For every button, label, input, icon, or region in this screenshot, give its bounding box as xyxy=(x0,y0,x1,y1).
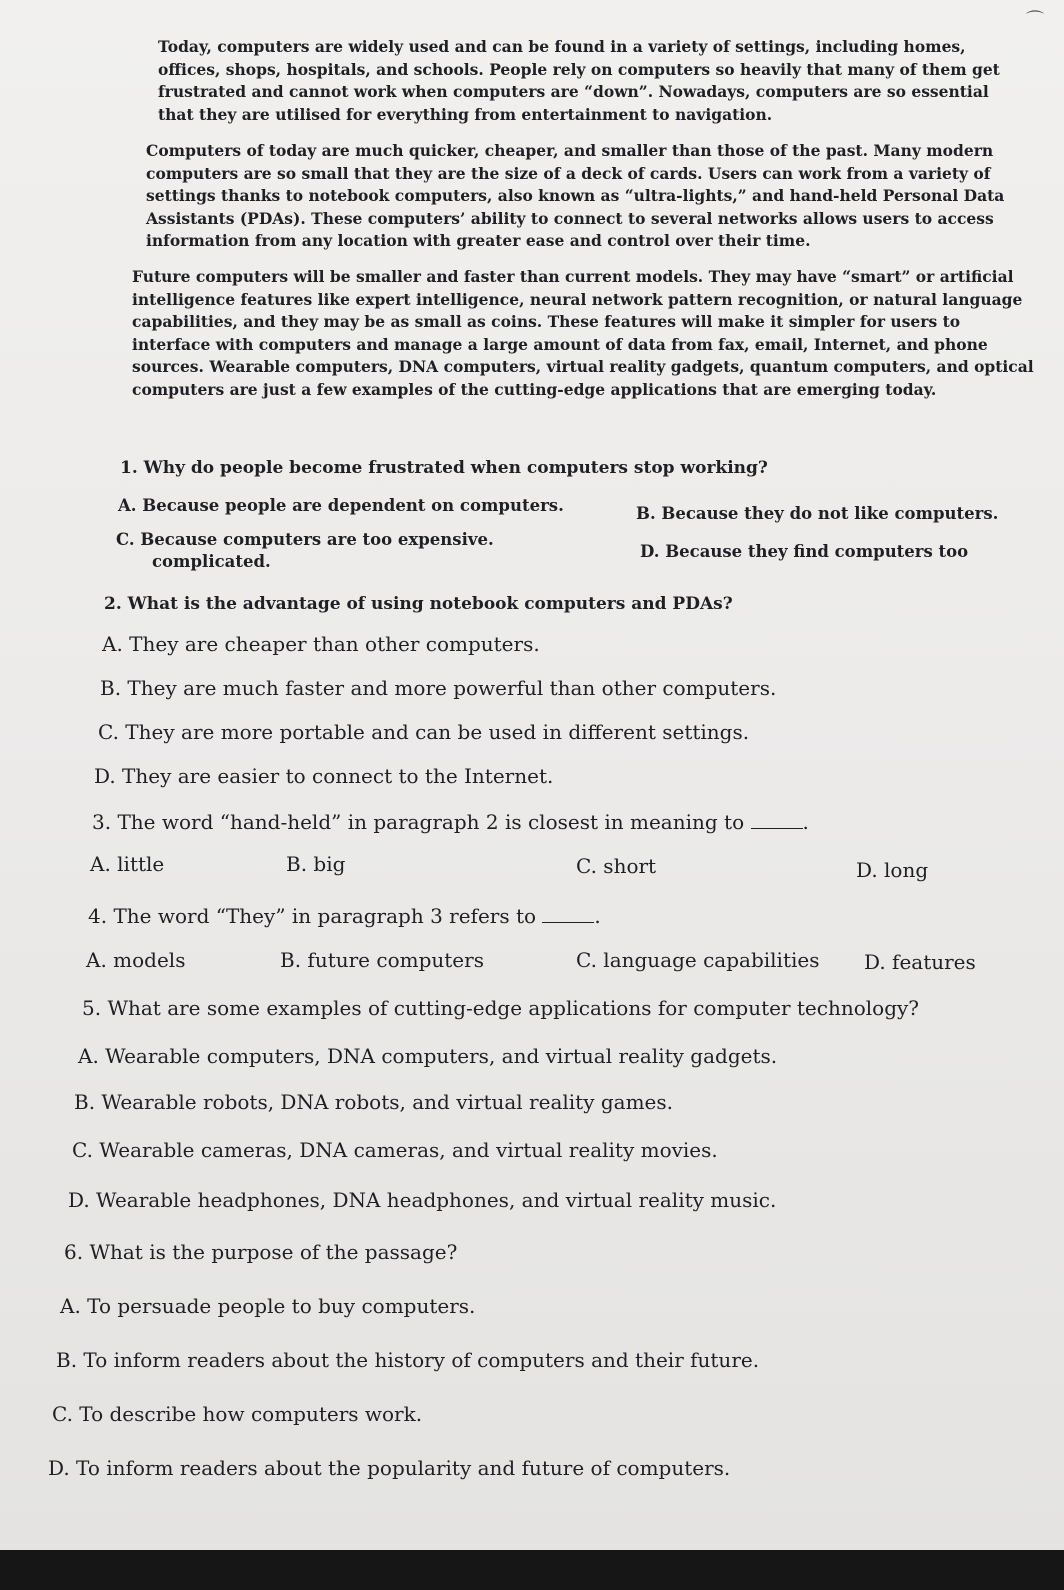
question-4-option-b[interactable]: B. future computers xyxy=(280,948,484,972)
question-1-option-d[interactable]: D. Because they find computers too xyxy=(640,542,969,561)
pen-mark: ⌒ xyxy=(1026,10,1044,31)
question-1-stem: 1. Why do people become frustrated when computers stop working? xyxy=(120,458,768,478)
question-4-option-d[interactable]: D. features xyxy=(864,950,976,974)
question-5-option-c[interactable]: C. Wearable cameras, DNA cameras, and virtual reality movies. xyxy=(72,1138,718,1162)
question-6-option-c[interactable]: C. To describe how computers work. xyxy=(52,1402,423,1426)
passage-paragraph-2: Computers of today are much quicker, cheaper, and smaller than those of the past. Many modern computers are so small that they are the size of a deck of cards. Users can work from a variety of settings thanks to notebook computers, also known as “ultra-lights,” and hand-held Personal Data Assistants (PDAs). These computers’ ability to connect to several networks allows users to access information from any location with greater ease and control over their time. xyxy=(146,141,1005,250)
question-3-stem-text: 3. The word “hand-held” in paragraph 2 is closest in meaning to xyxy=(92,810,745,834)
question-5-option-b[interactable]: B. Wearable robots, DNA robots, and virtual reality games. xyxy=(74,1090,674,1114)
question-1-option-c[interactable]: C. Because computers are too expensive. xyxy=(116,530,494,549)
question-4-stem xyxy=(88,904,601,928)
question-2-option-c[interactable]: C. They are more portable and can be used in different settings. xyxy=(98,720,750,744)
question-2-option-d[interactable]: D. They are easier to connect to the Internet. xyxy=(94,764,554,788)
question-3-option-c[interactable]: C. short xyxy=(576,854,657,878)
question-5-stem: 5. What are some examples of cutting-edge applications for computer technology? xyxy=(82,996,920,1020)
question-5-option-a[interactable]: A. Wearable computers, DNA computers, and virtual reality gadgets. xyxy=(78,1044,778,1068)
question-6-option-a[interactable]: A. To persuade people to buy computers. xyxy=(60,1294,476,1318)
answer-blank-3[interactable] xyxy=(751,814,803,829)
question-2-stem: 2. What is the advantage of using notebook computers and PDAs? xyxy=(104,594,733,614)
desk-background xyxy=(0,1550,1064,1590)
question-2-option-b[interactable]: B. They are much faster and more powerful than other computers. xyxy=(100,676,777,700)
question-3-stem xyxy=(92,810,809,834)
question-2-option-a[interactable]: A. They are cheaper than other computers. xyxy=(102,632,540,656)
passage-paragraph-3: Future computers will be smaller and faster than current models. They may have “smart” or artificial intelligence features like expert intelligence, neural network pattern recognition, or natural language capabilities, and they may be as small as coins. These features will make it simpler for users to interface with computers and manage a large amount of data from fax, email, Internet, and phone sources. Wearable computers, DNA computers, virtual reality gadgets, quantum computers, and optical computers are just a few examples of the cutting-edge applications that are emerging today. xyxy=(132,267,1034,399)
answer-blank-4[interactable] xyxy=(542,908,594,923)
question-3-option-b[interactable]: B. big xyxy=(286,852,346,876)
question-5-option-d[interactable]: D. Wearable headphones, DNA headphones, and virtual reality music. xyxy=(68,1188,777,1212)
question-1-option-b[interactable]: B. Because they do not like computers. xyxy=(636,504,999,523)
question-3-period: . xyxy=(802,810,809,834)
question-1-option-d-continued: complicated. xyxy=(152,552,271,571)
passage-paragraph-1: Today, computers are widely used and can be found in a variety of settings, including homes, offices, shops, hospitals, and schools. People rely on computers so heavily that many of them get frustrated and cannot work when computers are “down”. Nowadays, computers are so essential that they are utilised for everything from entertainment to navigation. xyxy=(158,37,1000,124)
question-4-stem-text: 4. The word “They” in paragraph 3 refers to xyxy=(88,904,537,928)
question-6-stem: 6. What is the purpose of the passage? xyxy=(64,1240,458,1264)
question-3-option-a[interactable]: A. little xyxy=(90,852,165,876)
question-3-option-d[interactable]: D. long xyxy=(856,858,929,882)
question-6-option-b[interactable]: B. To inform readers about the history of computers and their future. xyxy=(56,1348,760,1372)
question-1-option-a[interactable]: A. Because people are dependent on computers. xyxy=(118,496,564,515)
question-4-period: . xyxy=(594,904,601,928)
question-6-option-d[interactable]: D. To inform readers about the popularity and future of computers. xyxy=(48,1456,731,1480)
question-4-option-a[interactable]: A. models xyxy=(86,948,186,972)
question-4-option-c[interactable]: C. language capabilities xyxy=(576,948,820,972)
